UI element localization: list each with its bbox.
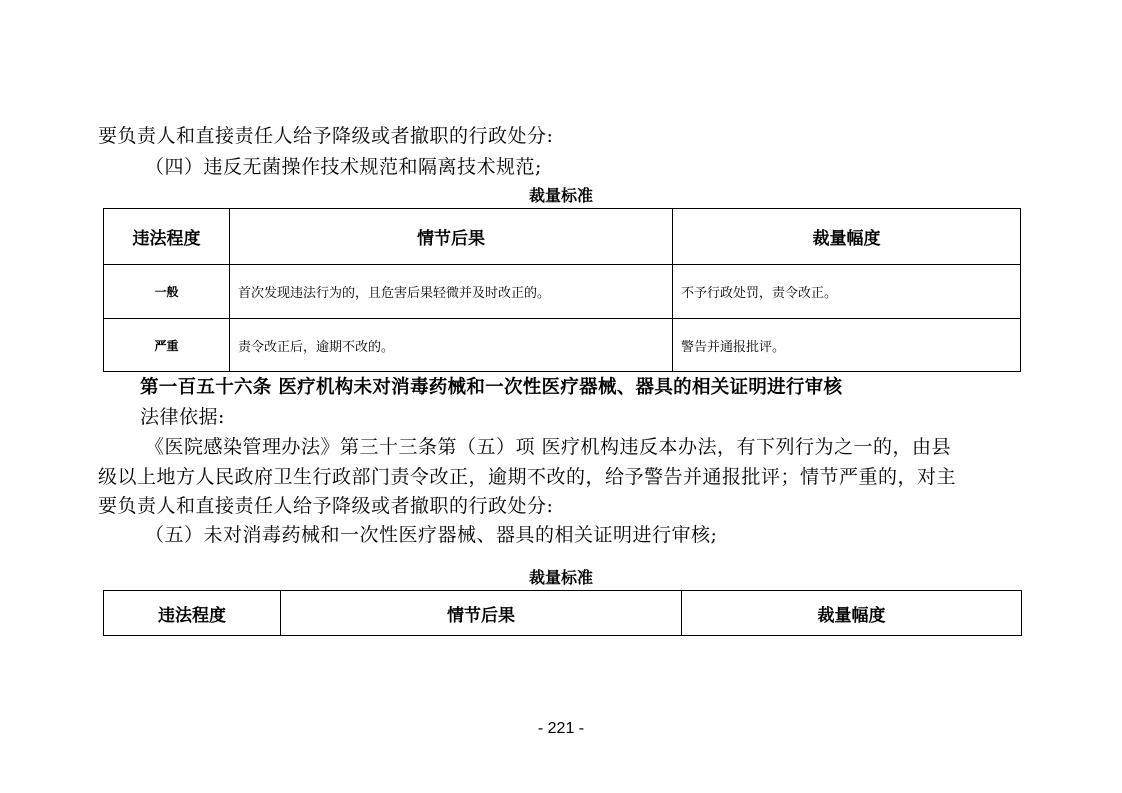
level-cell: 一般 (104, 265, 230, 319)
legal-basis-label: 法律依据: (140, 406, 225, 428)
discretion-standard-table-1 (103, 208, 1021, 372)
table1-header-row (104, 209, 1021, 265)
table1-header-penalty: 裁量幅度 (673, 209, 1021, 265)
table-row (104, 319, 1021, 372)
article-paragraph-line-1: 《医院感染管理办法》第三十三条第（五）项 医疗机构违反本办法，有下列行为之一的，由县 (145, 436, 952, 458)
discretion-standard-table-2 (103, 590, 1022, 636)
level-cell: 严重 (104, 319, 230, 372)
article-title: 第一百五十六条 医疗机构未对消毒药械和一次性医疗器械、器具的相关证明进行审核 (140, 377, 843, 398)
table2-caption: 裁量标准 (528, 568, 593, 587)
continuation-line: 要负责人和直接责任人给予降级或者撤职的行政处分: (98, 125, 554, 147)
table2-header-level: 违法程度 (104, 591, 281, 636)
item-four-line: （四）违反无菌操作技术规范和隔离技术规范; (145, 156, 542, 178)
penalty-cell: 不予行政处罚，责令改正。 (673, 265, 1021, 319)
table2-header-penalty: 裁量幅度 (682, 591, 1022, 636)
article-paragraph-line-3: 要负责人和直接责任人给予降级或者撤职的行政处分: (98, 495, 554, 517)
consequence-cell: 首次发现违法行为的，且危害后果轻微并及时改正的。 (230, 265, 673, 319)
consequence-cell: 责令改正后，逾期不改的。 (230, 319, 673, 372)
table1-header-level: 违法程度 (104, 209, 230, 265)
article-paragraph-line-2: 级以上地方人民政府卫生行政部门责令改正，逾期不改的，给予警告并通报批评；情节严重的，对主 (98, 466, 957, 488)
item-five-line: （五）未对消毒药械和一次性医疗器械、器具的相关证明进行审核; (145, 524, 718, 546)
table1-header-consequence: 情节后果 (230, 209, 673, 265)
page-number: - 221 - (537, 720, 585, 737)
table2-header-row (104, 591, 1022, 636)
table-row (104, 265, 1021, 319)
penalty-cell: 警告并通报批评。 (673, 319, 1021, 372)
table2-header-consequence: 情节后果 (281, 591, 682, 636)
table1-caption: 裁量标准 (528, 186, 593, 205)
